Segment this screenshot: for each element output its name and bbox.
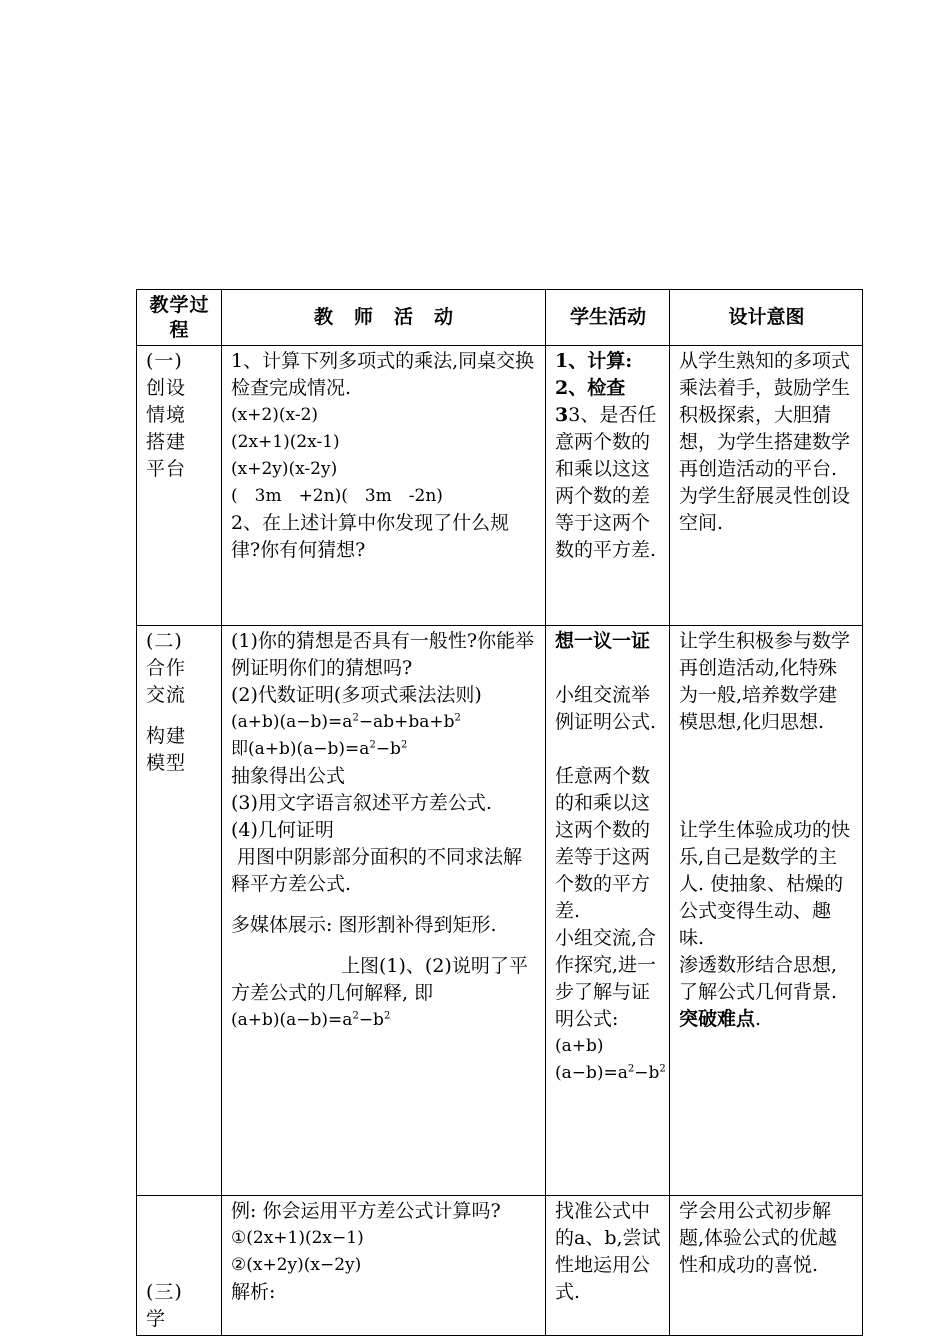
row-stage-2 (137, 626, 863, 1196)
stage-1-intent: 从学生熟知的多项式乘法着手，鼓励学生积极探索，大胆猜想，为学生搭建数学再创造活动的平台.为学生舒展灵性创设空间. (670, 346, 863, 626)
row-stage-1 (137, 346, 863, 626)
stage-1-label: (一) 创设 情境 搭建 平台 (137, 346, 222, 626)
header-row (137, 290, 863, 346)
stage-2-student: 想一议一证 小组交流举例证明公式. 任意两个数的和乘以这这两个数的差等于这两个数的平方差. 小组交流,合作探究,进一步了解与证明公式: $(a+b)(a-b)=a^2-b^2$ (546, 626, 670, 1196)
stage-2-label: (二) 合作 交流 构建 模型 (137, 626, 222, 1196)
lesson-plan-table (136, 289, 863, 1336)
header-teacher-activity: 教 师 活 动 (222, 290, 546, 346)
stage-2-teacher: (1)你的猜想是否具有一般性?你能举例证明你们的猜想吗? (2)代数证明(多项式乘法法则) $(a+b)(a-b)=a^2-ab+ba+b^2$ 即$(a+b)(a-b)=a^2-b^2$ 抽象得出公式 (3)用文字语言叙述平方差公式. (4)几何证明 用图中阴影部分面积的不同求法解释平方差公式. 多媒体展示: 图形割补得到矩形. 上图(1)、(2)说明了平方差公式的几何解释, 即 $(a+b)(a-b)=a^2-b^2$ (222, 626, 546, 1196)
stage-1-student: 1、计算: 2、检查 33、是否任意两个数的和乘以这这两个数的差等于这两个数的平方差. (546, 346, 670, 626)
stage-3-student: 找准公式中的a、b,尝试性地运用公式. (546, 1196, 670, 1336)
header-design-intent: 设计意图 (670, 290, 863, 346)
row-stage-3 (137, 1196, 863, 1336)
stage-2-intent: 让学生积极参与数学再创造活动,化特殊为一般,培养数学建模思想,化归思想. 让学生体验成功的快乐,自己是数学的主人. 使抽象、枯燥的公式变得生动、趣味. 渗透数形结合思想,了解公式几何背景. 突破难点. (670, 626, 863, 1196)
header-process: 教学过程 (137, 290, 222, 346)
stage-3-intent: 学会用公式初步解题,体验公式的优越性和成功的喜悦. (670, 1196, 863, 1336)
header-student-activity: 学生活动 (546, 290, 670, 346)
stage-3-teacher: 例: 你会运用平方差公式计算吗? ①(2x+1)(2x−1) ②(x+2y)(x−2y) 解析: (222, 1196, 546, 1336)
stage-1-teacher: 1、计算下列多项式的乘法,同桌交换检查完成情况. (x+2)(x-2) (2x+1)(2x-1) (x+2y)(x-2y) ( 3m +2n)( 3m -2n) 2、在上述计算中你发现了什么规律?你有何猜想? (222, 346, 546, 626)
stage-3-label: (三) 学 (137, 1196, 222, 1336)
